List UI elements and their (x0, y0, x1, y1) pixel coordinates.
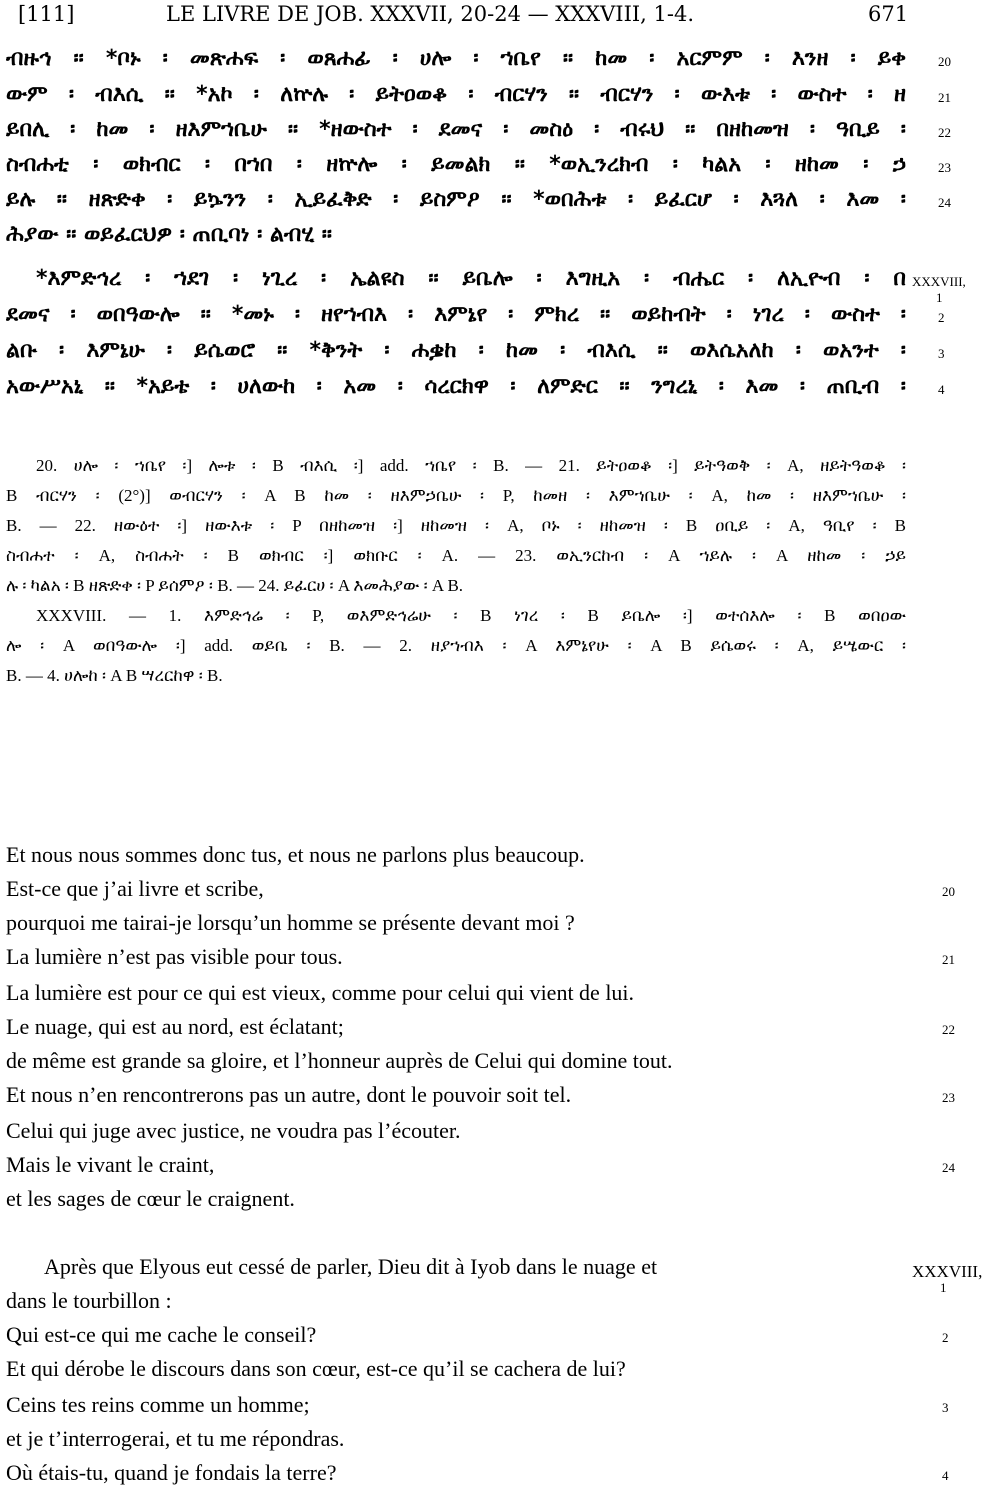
translation-line: dans le tourbillon : (6, 1288, 172, 1313)
apparatus-line: B ብርሃን ፡ (2°)] ወብርሃን ፡ A B ከመ ፡ ዘእምኃቤሁ ፡ P, ከመዘ ፡ እምኀቤሁ ፡ A, ከመ ፡ ዘእምኀቤሁ ፡ (6, 486, 906, 505)
geez-line: *እምድኅረ ፡ ኀደገ ፡ ነጊረ ፡ ኤልዩስ ። ይቤሎ ፡ እግዚአ ፡ ብሔር ፡ ለኢዮብ ፡ በ (36, 266, 906, 291)
verse-number: 23 (942, 1090, 955, 1105)
apparatus-line: B. — 22. ዘውዕተ ፡] ዘውእቱ ፡ P በዘከመዝ ፡] ዘከመዝ ፡ A, ቦኑ ፡ ዘከመዝ ፡ B ዐቢይ ፡ A, ዓቢየ ፡ B (6, 516, 906, 535)
verse-number: 24 (938, 195, 951, 210)
verse-number: 3 (942, 1400, 949, 1415)
verse-number: 23 (938, 160, 951, 175)
translation-line: Et qui dérobe le discours dans son cœur, est-ce qu’il se cachera de lui? (6, 1356, 626, 1381)
verse-number: 2 (938, 310, 945, 325)
header-title: LE LIVRE DE JOB. XXXVII, 20-24 — XXXVIII, 1-4. (166, 2, 695, 26)
verse-number: 1 (936, 290, 943, 305)
translation-line: Qui est-ce qui me cache le conseil? (6, 1322, 317, 1347)
page-number: 671 (868, 2, 909, 26)
geez-line: ሕያው ። ወይፈርህዎ ፡ ጠቢባነ ፡ ልብሂ ። (6, 222, 333, 247)
translation-line: Et nous n’en rencontrerons pas un autre, dont le pouvoir soit tel. (6, 1082, 572, 1107)
verse-number: 1 (940, 1280, 947, 1295)
folio-bracket: [111] (18, 2, 75, 26)
apparatus-line: ሉ ፡ ካልአ ፡ B ዘጽድቀ ፡ P ይሰምዖ ፡ B. — 24. ይፈርሀ ፡ A እመሕያው ፡ A B. (6, 576, 464, 595)
translation-line: Mais le vivant le craint, (6, 1152, 215, 1177)
verse-number: 24 (942, 1160, 955, 1175)
verse-number: 21 (938, 90, 951, 105)
geez-line: ይበሊ ፡ ከመ ፡ ዘእምኀቤሁ ። *ዘውስተ ፡ ደመና ፡ መስዕ ፡ ብሩህ ። በዘከመዝ ፡ ዓቢይ ፡ (6, 117, 906, 142)
translation-line: La lumière est pour ce qui est vieux, comme pour celui qui vient de lui. (6, 980, 635, 1005)
translation-line: Celui qui juge avec justice, ne voudra pas l’écouter. (6, 1118, 461, 1143)
translation-line: de même est grande sa gloire, et l’honneur auprès de Celui qui domine tout. (6, 1048, 673, 1073)
geez-line: ደመና ፡ ወበዓውሎ ። *መኑ ፡ ዘየኀብእ ፡ እምኔየ ፡ ምክረ ። ወይከብት ፡ ነገረ ፡ ውስተ ፡ (6, 302, 906, 327)
translation-line: La lumière n’est pas visible pour tous. (6, 944, 343, 969)
geez-line: ስብሐቲ ፡ ወክብር ፡ በኀበ ፡ ዘኵሎ ፡ ይመልክ ። *ወኢንረክብ ፡ ካልአ ፡ ዘከመ ፡ ኃ (6, 152, 906, 177)
apparatus-line: ሎ ፡ A ወበዓውሎ ፡] add. ወይቤ ፡ B. — 2. ዘያኀብእ ፡ A እምኔየሁ ፡ A B ይሴወሩ ፡ A, ይሤውር ፡ (6, 636, 906, 655)
verse-number: 2 (942, 1330, 949, 1345)
verse-number: 4 (938, 382, 945, 397)
translation-line: pourquoi me tairai-je lorsqu’un homme se présente devant moi ? (6, 910, 575, 935)
verse-number: 3 (938, 346, 945, 361)
translation-line: Ceins tes reins comme un homme; (6, 1392, 310, 1417)
verse-number: 21 (942, 952, 955, 967)
verse-number: 4 (942, 1468, 949, 1483)
geez-line: ብዙኅ ። *ቦኑ ፡ መጽሐፍ ፡ ወጸሐፊ ፡ ሀሎ ፡ ኀቤየ ። ከመ ፡ አርምም ፡ እንዘ ፡ ይቀ (6, 46, 906, 71)
geez-line: ይሉ ። ዘጽድቀ ፡ ይኴንን ፡ ኢይፈቅድ ፡ ይስምዖ ። *ወበሕቱ ፡ ይፈርሆ ፡ እጓለ ፡ እመ ፡ (6, 187, 906, 212)
apparatus-line: B. — 4. ሀሎከ ፡ A B ሣረርከዋ ፡ B. (6, 666, 223, 685)
geez-line: ልቡ ፡ እምኔሁ ፡ ይሴወሮ ። *ቅንት ፡ ሐቌከ ፡ ከመ ፡ ብእሲ ። ወእሴአለከ ፡ ወአንተ ፡ (6, 338, 906, 363)
translation-line: Après que Elyous eut cessé de parler, Dieu dit à Iyob dans le nuage et (44, 1254, 658, 1279)
translation-line: Est-ce que j’ai livre et scribe, (6, 876, 264, 901)
translation-line: Où étais-tu, quand je fondais la terre? (6, 1460, 337, 1485)
verse-number: XXXVIII, (912, 274, 966, 289)
apparatus-line: ስብሐተ ፡ A, ስብሐት ፡ B ወክብር ፡] ወክቡር ፡ A. — 23. ወኢንርከብ ፡ A ኀይሉ ፡ A ዘከመ ፡ ኃይ (6, 546, 906, 565)
verse-number: XXXVIII, (912, 1262, 983, 1281)
translation-line: Le nuage, qui est au nord, est éclatant; (6, 1014, 344, 1039)
translation-line: et les sages de cœur le craignent. (6, 1186, 295, 1211)
geez-line: አውሥአኒ ። *አይቴ ፡ ሀለውከ ፡ አመ ፡ ሳረርክዋ ፡ ለምድር ። ንግረኒ ፡ እመ ፡ ጠቢብ ፡ (6, 374, 906, 399)
verse-number: 22 (942, 1022, 955, 1037)
translation-line: Et nous nous sommes donc tus, et nous ne parlons plus beaucoup. (6, 842, 585, 867)
verse-number: 22 (938, 125, 951, 140)
apparatus-line: XXXVIII. — 1. እምድኅሬ ፡ P, ወእምድኅሬሁ ፡ B ነገረ ፡ B ይቤሎ ፡] ወተሰእሎ ፡ B ወበዐው (36, 606, 906, 625)
geez-line: ውም ፡ ብእሲ ። *አኮ ፡ ለኵሉ ፡ ይትዐወቆ ፡ ብርሃን ። ብርሃን ፡ ውእቱ ፡ ውስተ ፡ ዘ (6, 82, 906, 107)
translation-line: et je t’interrogerai, et tu me répondras. (6, 1426, 345, 1451)
verse-number: 20 (938, 54, 951, 69)
verse-number: 20 (942, 884, 955, 899)
apparatus-line: 20. ሀሎ ፡ ኀቤየ ፡] ሎቱ ፡ B ብእሲ ፡] add. ኀቤየ ፡ B. — 21. ይትዐወቆ ፡] ይትዓወቅ ፡ A, ዘይትዓወቆ ፡ (36, 456, 906, 475)
